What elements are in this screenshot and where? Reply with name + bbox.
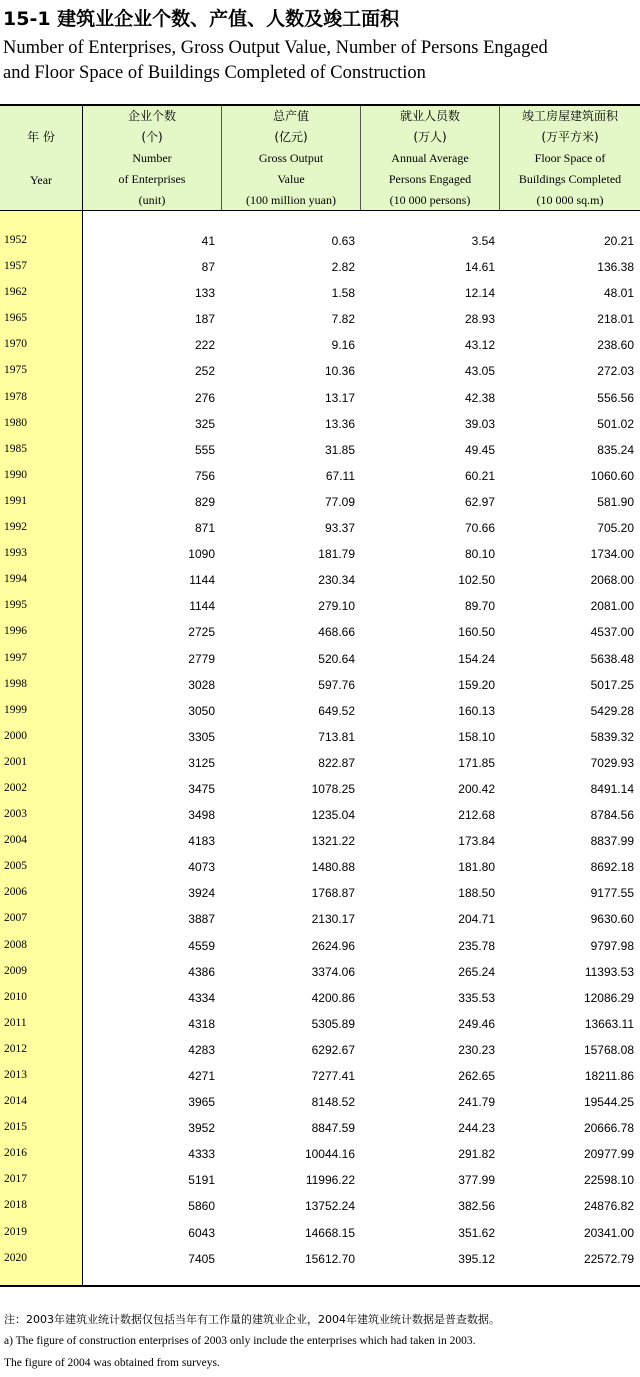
header-year-cn: 年 份: [27, 130, 55, 144]
footnote-en-line1: a) The figure of construction enterprises of 2003 only include the enterprises which had taken in 2003.: [4, 1335, 476, 1347]
floor-space-cell: 835.24: [597, 442, 634, 457]
year-cell: 1992: [4, 521, 27, 534]
floor-space-cell: 22598.10: [583, 1173, 634, 1188]
persons-engaged-cell: 291.82: [458, 1147, 495, 1162]
enterprises-cell: 7405: [188, 1251, 215, 1266]
enterprises-cell: 3887: [188, 912, 215, 927]
year-cell: 2006: [4, 886, 27, 899]
header-cn-unit: (亿元): [274, 130, 308, 144]
floor-space-cell: 556.56: [597, 390, 634, 405]
table-row: [0, 254, 640, 280]
floor-space-cell: 20666.78: [583, 1121, 634, 1136]
enterprises-cell: 871: [194, 521, 215, 536]
gross-output-cell: 7277.41: [311, 1069, 355, 1083]
header-en-unit: (10 000 sq.m): [536, 193, 604, 207]
table-row: [0, 1063, 640, 1089]
gross-output-cell: 279.10: [318, 599, 355, 614]
year-cell: 2011: [4, 1016, 27, 1029]
enterprises-cell: 325: [194, 416, 215, 431]
header-gross-output: [222, 106, 360, 210]
table-row: [0, 1167, 640, 1193]
enterprises-cell: 5191: [188, 1173, 215, 1188]
floor-space-cell: 20341.00: [583, 1225, 634, 1240]
table-row: [0, 228, 640, 254]
gross-output-cell: 1078.25: [311, 781, 355, 796]
enterprises-cell: 3924: [188, 886, 215, 901]
persons-engaged-cell: 43.05: [464, 364, 495, 379]
enterprises-cell: 2779: [188, 651, 215, 666]
header-enterprises: [83, 106, 221, 210]
persons-engaged-cell: 43.12: [464, 338, 495, 353]
year-cell: 1990: [4, 468, 27, 481]
floor-space-cell: 8784.56: [590, 808, 634, 823]
enterprises-cell: 222: [194, 338, 215, 353]
floor-space-cell: 5638.48: [590, 651, 634, 666]
enterprises-cell: 3952: [188, 1121, 215, 1136]
floor-space-cell: 8837.99: [590, 834, 634, 849]
floor-space-cell: 136.38: [597, 260, 634, 275]
table-row: [0, 567, 640, 593]
persons-engaged-cell: 377.99: [458, 1173, 495, 1188]
table-row: [0, 332, 640, 358]
gross-output-cell: 8847.59: [311, 1121, 355, 1136]
gross-output-cell: 1768.87: [311, 886, 355, 901]
header-cn-label: 竣工房屋建筑面积: [521, 109, 618, 123]
floor-space-cell: 2068.00: [590, 573, 634, 588]
table-row: [0, 463, 640, 489]
persons-engaged-cell: 181.80: [458, 860, 495, 875]
persons-engaged-cell: 12.14: [464, 286, 495, 301]
floor-space-cell: 501.02: [597, 416, 634, 431]
year-cell: 2015: [4, 1121, 27, 1134]
floor-space-cell: 705.20: [597, 521, 634, 536]
persons-engaged-cell: 200.42: [458, 781, 495, 796]
gross-output-cell: 597.76: [318, 677, 355, 692]
floor-space-cell: 5839.32: [590, 729, 634, 744]
floor-space-cell: 19544.25: [583, 1095, 634, 1110]
table-row: [0, 515, 640, 541]
persons-engaged-cell: 265.24: [458, 964, 495, 979]
year-cell: 2010: [4, 990, 27, 1003]
enterprises-cell: 3498: [188, 808, 215, 823]
floor-space-cell: 8692.18: [590, 860, 634, 875]
persons-engaged-cell: 42.38: [464, 390, 495, 405]
gross-output-cell: 1.58: [331, 286, 355, 301]
table-row: [0, 437, 640, 463]
persons-engaged-cell: 158.10: [458, 729, 495, 744]
persons-engaged-cell: 230.23: [458, 1042, 495, 1057]
enterprises-cell: 252: [194, 364, 215, 379]
persons-engaged-cell: 159.20: [458, 677, 495, 692]
year-cell: 2001: [4, 755, 27, 768]
header-year-en: Year: [29, 173, 53, 187]
table-row: [0, 880, 640, 906]
footnote-en-line2: The figure of 2004 was obtained from surveys.: [4, 1357, 220, 1369]
header-cn-label: 企业个数: [127, 109, 176, 123]
table-row: [0, 646, 640, 672]
floor-space-cell: 15768.08: [583, 1042, 634, 1057]
year-cell: 2004: [4, 834, 27, 847]
floor-space-cell: 9630.60: [590, 912, 634, 927]
gross-output-cell: 0.63: [331, 234, 355, 248]
header-persons-engaged: [361, 106, 499, 210]
header-cn-unit: (万平方米): [541, 130, 599, 144]
enterprises-cell: 1090: [188, 547, 215, 562]
gross-output-cell: 7.82: [331, 312, 355, 327]
floor-space-cell: 11393.53: [584, 964, 634, 979]
gross-output-cell: 31.85: [324, 442, 355, 457]
year-cell: 2005: [4, 860, 27, 873]
year-cell: 1980: [4, 416, 27, 429]
gross-output-cell: 8148.52: [311, 1095, 355, 1110]
year-cell: 1996: [4, 625, 27, 638]
year-cell: 1993: [4, 547, 27, 560]
enterprises-cell: 756: [194, 468, 215, 483]
year-cell: 2000: [4, 729, 27, 742]
persons-engaged-cell: 160.50: [458, 625, 495, 640]
table-row: [0, 619, 640, 645]
year-cell: 1965: [4, 312, 27, 325]
header-en-label: Floor Space of: [534, 151, 606, 165]
enterprises-cell: 4559: [188, 938, 215, 953]
persons-engaged-cell: 3.54: [471, 234, 495, 248]
table-row: [0, 358, 640, 384]
header-en-label: Persons Engaged: [388, 172, 472, 186]
header-en-unit: (10 000 persons): [389, 193, 471, 207]
floor-space-cell: 581.90: [597, 494, 634, 509]
year-cell: 1999: [4, 703, 27, 716]
header-cn-label: 总产值: [272, 109, 309, 123]
enterprises-cell: 3028: [188, 677, 215, 692]
enterprises-cell: 41: [201, 234, 215, 248]
gross-output-cell: 181.79: [318, 547, 355, 562]
header-cn-label: 就业人员数: [399, 109, 460, 123]
enterprises-cell: 3305: [188, 729, 215, 744]
year-cell: 1970: [4, 338, 27, 351]
persons-engaged-cell: 80.10: [464, 547, 495, 562]
persons-engaged-cell: 204.71: [458, 912, 495, 927]
table-row: [0, 724, 640, 750]
header-en-label: Buildings Completed: [518, 172, 622, 186]
table-row: [0, 411, 640, 437]
floor-space-cell: 218.01: [597, 312, 634, 327]
enterprises-cell: 4334: [188, 990, 215, 1005]
year-cell: 1975: [4, 364, 27, 377]
gross-output-cell: 2.82: [331, 260, 355, 275]
enterprises-cell: 3050: [188, 703, 215, 718]
gross-output-cell: 13.36: [324, 416, 355, 431]
table-row: [0, 750, 640, 776]
gross-output-cell: 822.87: [318, 755, 355, 770]
persons-engaged-cell: 235.78: [458, 938, 495, 953]
gross-output-cell: 3374.06: [311, 964, 355, 979]
gross-output-cell: 230.34: [318, 573, 355, 588]
persons-engaged-cell: 14.61: [464, 260, 495, 275]
persons-engaged-cell: 244.23: [458, 1121, 495, 1136]
year-cell: 2013: [4, 1069, 27, 1081]
page-title-en-line1: Number of Enterprises, Gross Output Value, Number of Persons Engaged: [3, 38, 548, 58]
persons-engaged-cell: 262.65: [458, 1069, 495, 1083]
persons-engaged-cell: 102.50: [458, 573, 495, 588]
gross-output-cell: 5305.89: [311, 1016, 355, 1031]
header-en-label: Annual Average: [391, 151, 469, 165]
table-row: [0, 1220, 640, 1246]
year-cell: 2020: [4, 1251, 27, 1264]
floor-space-cell: 9797.98: [590, 938, 634, 953]
floor-space-cell: 272.03: [597, 364, 634, 379]
floor-space-cell: 13663.11: [584, 1016, 634, 1031]
gross-output-cell: 6292.67: [311, 1042, 355, 1057]
persons-engaged-cell: 188.50: [458, 886, 495, 901]
header-cn-unit: (个): [141, 130, 163, 144]
persons-engaged-cell: 173.84: [458, 834, 495, 849]
header-cn-unit: (万人): [413, 130, 447, 144]
table-row: [0, 672, 640, 698]
persons-engaged-cell: 39.03: [464, 416, 495, 431]
enterprises-cell: 4271: [188, 1069, 215, 1083]
floor-space-cell: 9177.55: [590, 886, 634, 901]
persons-engaged-cell: 351.62: [458, 1225, 495, 1240]
year-cell: 2007: [4, 912, 27, 925]
persons-engaged-cell: 241.79: [458, 1095, 495, 1110]
enterprises-cell: 4386: [188, 964, 215, 979]
floor-space-cell: 238.60: [597, 338, 634, 353]
table-row: [0, 280, 640, 306]
year-cell: 2018: [4, 1199, 27, 1212]
table-row: [0, 489, 640, 515]
year-cell: 1997: [4, 651, 27, 664]
enterprises-cell: 276: [194, 390, 215, 405]
table-row: [0, 1141, 640, 1167]
header-floor-space: [500, 106, 640, 210]
year-cell: 1994: [4, 573, 27, 586]
table-row: [0, 933, 640, 959]
page-title-en-line2: and Floor Space of Buildings Completed of Construction: [3, 63, 426, 83]
gross-output-cell: 11996.22: [305, 1173, 355, 1188]
enterprises-cell: 4183: [188, 834, 215, 849]
table-body: [0, 228, 640, 1272]
persons-engaged-cell: 171.85: [458, 755, 495, 770]
year-cell: 1985: [4, 442, 27, 455]
persons-engaged-cell: 49.45: [464, 442, 495, 457]
gross-output-cell: 13.17: [324, 390, 355, 405]
year-cell: 2012: [4, 1042, 27, 1055]
year-cell: 2014: [4, 1095, 27, 1108]
enterprises-cell: 829: [194, 494, 215, 509]
table-row: [0, 1193, 640, 1219]
enterprises-cell: 2725: [188, 625, 215, 640]
enterprises-cell: 1144: [189, 599, 215, 614]
floor-space-cell: 4537.00: [590, 625, 634, 640]
table-row: [0, 1037, 640, 1063]
table-row: [0, 1246, 640, 1272]
gross-output-cell: 2130.17: [311, 912, 355, 927]
floor-space-cell: 24876.82: [583, 1199, 634, 1214]
year-cell: 1957: [4, 260, 27, 273]
year-cell: 2008: [4, 938, 27, 951]
header-year: [0, 106, 82, 210]
floor-space-cell: 5017.25: [590, 677, 634, 692]
year-cell: 1962: [4, 286, 27, 299]
gross-output-cell: 1480.88: [311, 860, 355, 875]
table-row: [0, 1011, 640, 1037]
floor-space-cell: 18211.86: [584, 1069, 634, 1083]
floor-space-cell: 1734.00: [590, 547, 634, 562]
table-row: [0, 854, 640, 880]
year-cell: 2002: [4, 781, 27, 794]
gross-output-cell: 2624.96: [311, 938, 355, 953]
gross-output-cell: 1235.04: [311, 808, 355, 823]
persons-engaged-cell: 28.93: [464, 312, 495, 327]
table-row: [0, 541, 640, 567]
enterprises-cell: 5860: [188, 1199, 215, 1214]
table-row: [0, 906, 640, 932]
floor-space-cell: 5429.28: [590, 703, 634, 718]
enterprises-cell: 87: [201, 260, 215, 275]
header-en-label: Gross Output: [258, 151, 324, 165]
gross-output-cell: 4200.86: [311, 990, 355, 1005]
year-cell: 1991: [4, 494, 27, 507]
persons-engaged-cell: 395.12: [458, 1251, 495, 1266]
table-row: [0, 698, 640, 724]
enterprises-cell: 3125: [188, 755, 215, 770]
persons-engaged-cell: 62.97: [464, 494, 495, 509]
year-cell: 1952: [4, 234, 27, 246]
table-row: [0, 802, 640, 828]
year-cell: 1995: [4, 599, 27, 612]
gross-output-cell: 713.81: [318, 729, 355, 744]
floor-space-cell: 1060.60: [590, 468, 634, 483]
gross-output-cell: 10.36: [324, 364, 355, 379]
enterprises-cell: 6043: [188, 1225, 215, 1240]
floor-space-cell: 22572.79: [583, 1251, 634, 1266]
footnote-cn: 注：2003年建筑业统计数据仅包括当年有工作量的建筑业企业，2004年建筑业统计数据是普查数据。: [4, 1313, 500, 1326]
enterprises-cell: 3475: [188, 781, 215, 796]
year-cell: 2016: [4, 1147, 27, 1160]
enterprises-cell: 4283: [188, 1042, 215, 1057]
floor-space-cell: 2081.00: [590, 599, 634, 614]
persons-engaged-cell: 154.24: [458, 651, 495, 666]
table-row: [0, 828, 640, 854]
header-en-label: of Enterprises: [118, 172, 186, 186]
floor-space-cell: 20977.99: [583, 1147, 634, 1162]
gross-output-cell: 10044.16: [304, 1147, 355, 1162]
persons-engaged-cell: 60.21: [464, 468, 495, 483]
enterprises-cell: 4333: [188, 1147, 215, 1162]
gross-output-cell: 1321.22: [311, 834, 355, 849]
table-bottom-rule: [0, 1285, 640, 1287]
year-cell: 2009: [4, 964, 27, 977]
gross-output-cell: 649.52: [318, 703, 355, 718]
enterprises-cell: 3965: [188, 1095, 215, 1110]
table-row: [0, 593, 640, 619]
floor-space-cell: 48.01: [603, 286, 634, 301]
page-title-cn: 15-1 建筑业企业个数、产值、人数及竣工面积: [3, 8, 400, 30]
year-cell: 1998: [4, 677, 27, 690]
gross-output-cell: 520.64: [318, 651, 355, 666]
persons-engaged-cell: 212.68: [458, 808, 495, 823]
table-row: [0, 959, 640, 985]
year-cell: 2003: [4, 808, 27, 821]
enterprises-cell: 187: [194, 312, 215, 327]
year-cell: 2017: [4, 1173, 27, 1186]
table-row: [0, 776, 640, 802]
persons-engaged-cell: 249.46: [458, 1016, 495, 1031]
header-en-unit: (unit): [138, 193, 166, 207]
header-en-unit: (100 million yuan): [246, 193, 336, 207]
header-en-label: Value: [277, 172, 305, 186]
persons-engaged-cell: 382.56: [458, 1199, 495, 1214]
enterprises-cell: 555: [194, 442, 215, 457]
gross-output-cell: 468.66: [318, 625, 355, 640]
floor-space-cell: 8491.14: [590, 781, 634, 796]
year-cell: 2019: [4, 1225, 27, 1238]
gross-output-cell: 15612.70: [304, 1251, 355, 1266]
table-row: [0, 1089, 640, 1115]
year-cell: 1978: [4, 390, 27, 403]
persons-engaged-cell: 160.13: [458, 703, 495, 718]
gross-output-cell: 9.16: [331, 338, 355, 353]
table-row: [0, 306, 640, 332]
gross-output-cell: 13752.24: [304, 1199, 355, 1214]
enterprises-cell: 4318: [188, 1016, 215, 1031]
gross-output-cell: 67.11: [325, 468, 355, 483]
floor-space-cell: 20.21: [603, 234, 634, 248]
gross-output-cell: 93.37: [324, 521, 355, 536]
table-row: [0, 1115, 640, 1141]
persons-engaged-cell: 335.53: [458, 990, 495, 1005]
floor-space-cell: 12086.29: [583, 990, 634, 1005]
header-en-label: Number: [132, 151, 172, 165]
enterprises-cell: 1144: [189, 573, 215, 588]
table-row: [0, 985, 640, 1011]
gross-output-cell: 14668.15: [304, 1225, 355, 1240]
enterprises-cell: 4073: [188, 860, 215, 875]
persons-engaged-cell: 70.66: [464, 521, 495, 536]
table-row: [0, 385, 640, 411]
gross-output-cell: 77.09: [324, 494, 355, 509]
enterprises-cell: 133: [194, 286, 215, 301]
persons-engaged-cell: 89.70: [464, 599, 495, 614]
floor-space-cell: 7029.93: [590, 755, 634, 770]
